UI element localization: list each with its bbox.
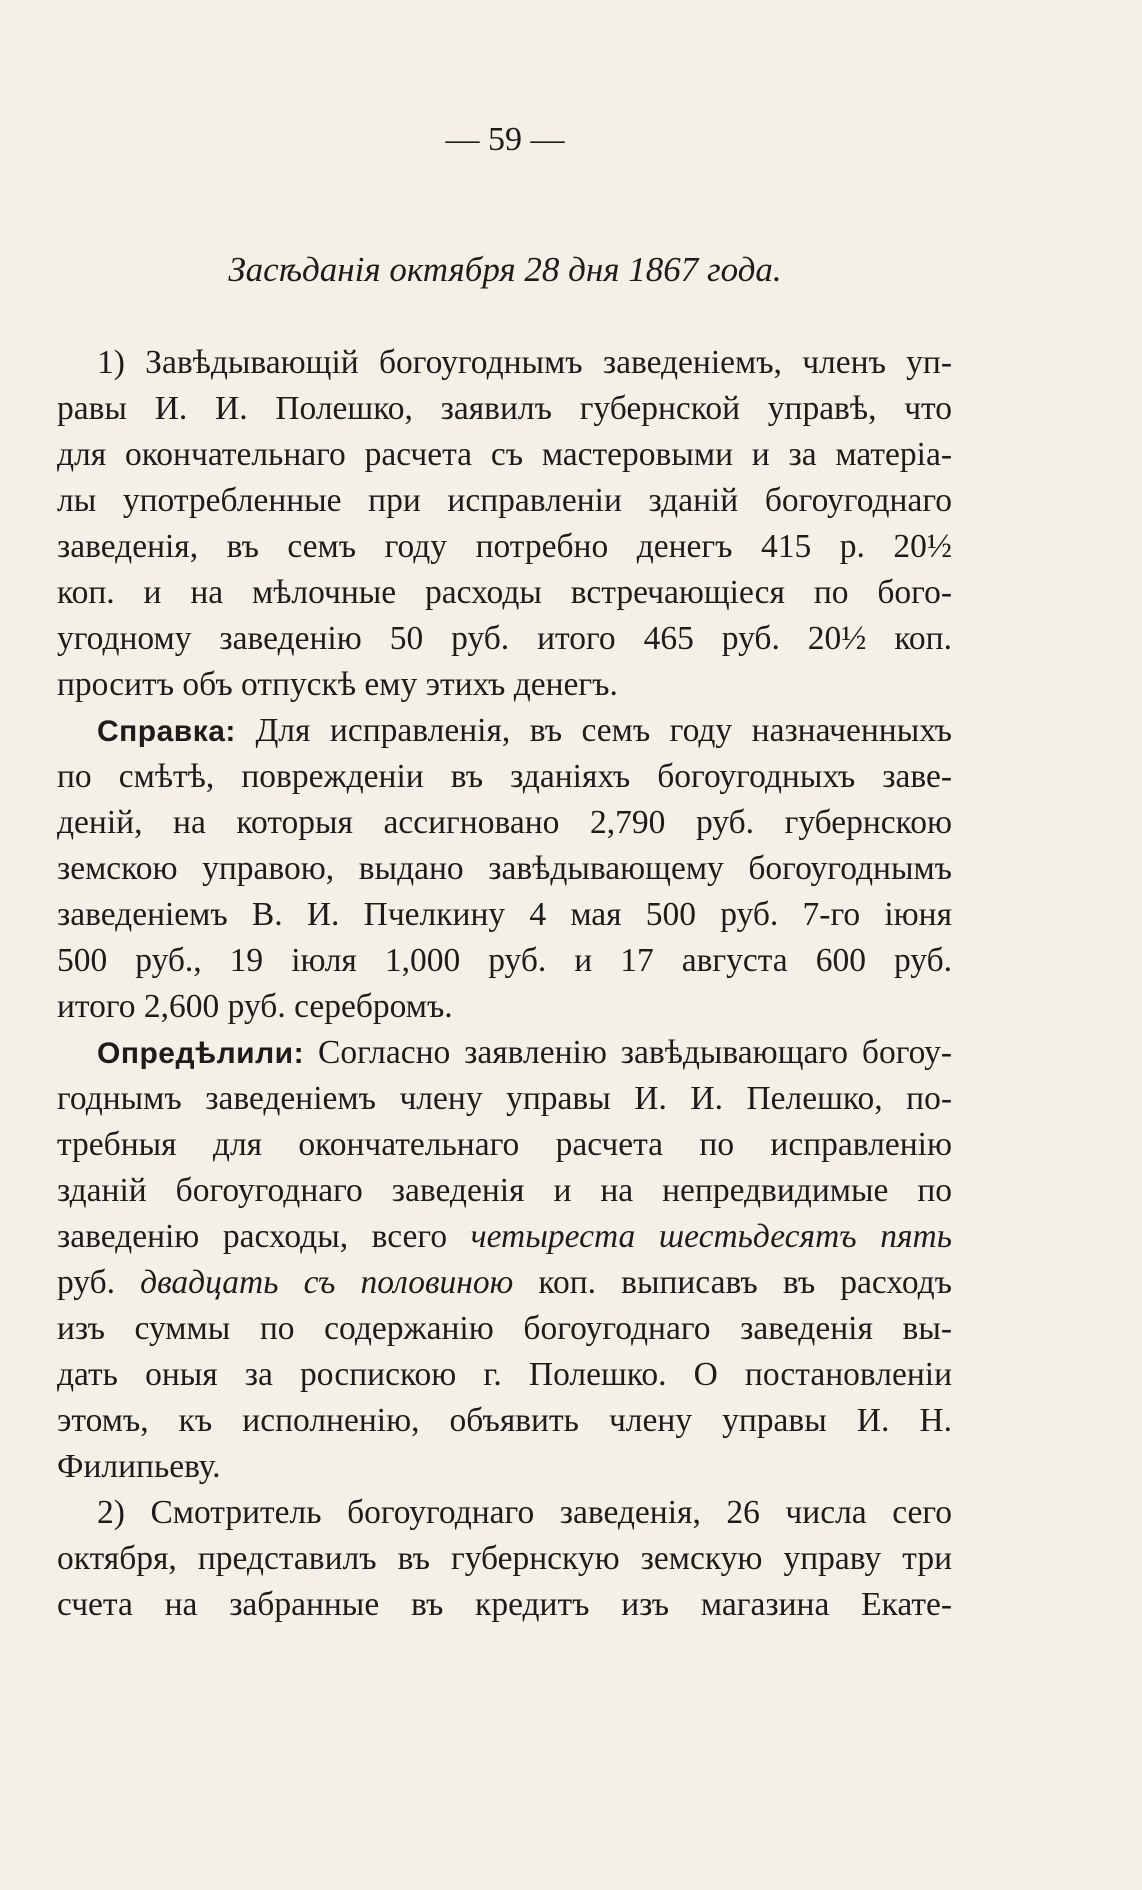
- text-line: дать оныя за роспискою г. Полешко. О постановленіи: [57, 1356, 952, 1393]
- amount-kopecks-italic: двадцать съ половиною: [140, 1264, 514, 1301]
- text-line: изъ суммы по содержанію богоугоднаго заведенія вы-: [57, 1310, 952, 1347]
- text-line: 1) Завѣдывающій богоугоднымъ заведеніемъ, членъ уп-: [97, 344, 952, 381]
- text-line: заведенія, въ семъ году потребно денегъ 415 р. 20½: [57, 528, 952, 565]
- section-heading: Засѣданія октября 28 дня 1867 года.: [228, 250, 782, 289]
- text-line: коп. и на мѣлочные расходы встречающіеся по бого-: [57, 574, 952, 611]
- text-line: земскою управою, выдано завѣдывающему богоугоднымъ: [57, 850, 952, 887]
- reference-text: Для исправленія, въ семъ году назначенныхъ: [255, 712, 953, 749]
- text-line: октября, представилъ въ губернскую земскую управу три: [57, 1540, 952, 1577]
- text-line: проситъ объ отпускѣ ему этихъ денегъ.: [57, 666, 618, 703]
- text-line: годнымъ заведеніемъ члену управы И. И. Пелешко, по-: [57, 1080, 952, 1117]
- text-line: [57, 1214, 952, 1260]
- amount-rubles-italic: четыреста шестьдесятъ пять: [470, 1218, 952, 1255]
- reference-label: Справка:: [97, 715, 236, 748]
- text-line: [97, 708, 952, 754]
- text-line: [57, 1260, 952, 1306]
- text-line: итого 2,600 руб. серебромъ.: [57, 988, 453, 1025]
- text-line: этомъ, къ исполненію, объявить члену управы И. Н.: [57, 1402, 952, 1439]
- text-line: 500 руб., 19 іюля 1,000 руб. и 17 августа 600 руб.: [57, 942, 952, 979]
- text-segment: руб.: [57, 1264, 116, 1301]
- text-line: 2) Смотритель богоугоднаго заведенія, 26 числа сего: [97, 1494, 952, 1531]
- text-line: заведеніемъ В. И. Пчелкину 4 мая 500 руб. 7-го іюня: [57, 896, 952, 933]
- text-line: деній, на которыя ассигновано 2,790 руб. губернскою: [57, 804, 952, 841]
- text-line: Филипьеву.: [57, 1448, 221, 1485]
- text-line: равы И. И. Полешко, заявилъ губернской управѣ, что: [57, 390, 952, 427]
- text-line: зданій богоугоднаго заведенія и на непредвидимые по: [57, 1172, 952, 1209]
- resolution-text: Согласно заявленію завѣдывающаго богоу-: [317, 1034, 953, 1071]
- text-line: для окончательнаго расчета съ мастеровыми и за матеріа-: [57, 436, 952, 473]
- resolution-label: Опредѣлили:: [97, 1037, 305, 1070]
- text-line: по смѣтѣ, поврежденіи въ зданіяхъ богоугодныхъ заве-: [57, 758, 952, 795]
- page-number: — 59 —: [445, 121, 565, 158]
- text-line: лы употребленные при исправленіи зданій богоугоднаго: [57, 482, 952, 519]
- text-line: требныя для окончательнаго расчета по исправленію: [57, 1126, 952, 1163]
- text-line: [97, 1030, 952, 1076]
- text-line: угодному заведенію 50 руб. итого 465 руб. 20½ коп.: [57, 620, 952, 657]
- text-segment: заведенію расходы, всего: [57, 1218, 448, 1255]
- text-line: счета на забранные въ кредитъ изъ магазина Екате-: [57, 1586, 952, 1623]
- text-segment: коп. выписавъ въ расходъ: [538, 1264, 952, 1301]
